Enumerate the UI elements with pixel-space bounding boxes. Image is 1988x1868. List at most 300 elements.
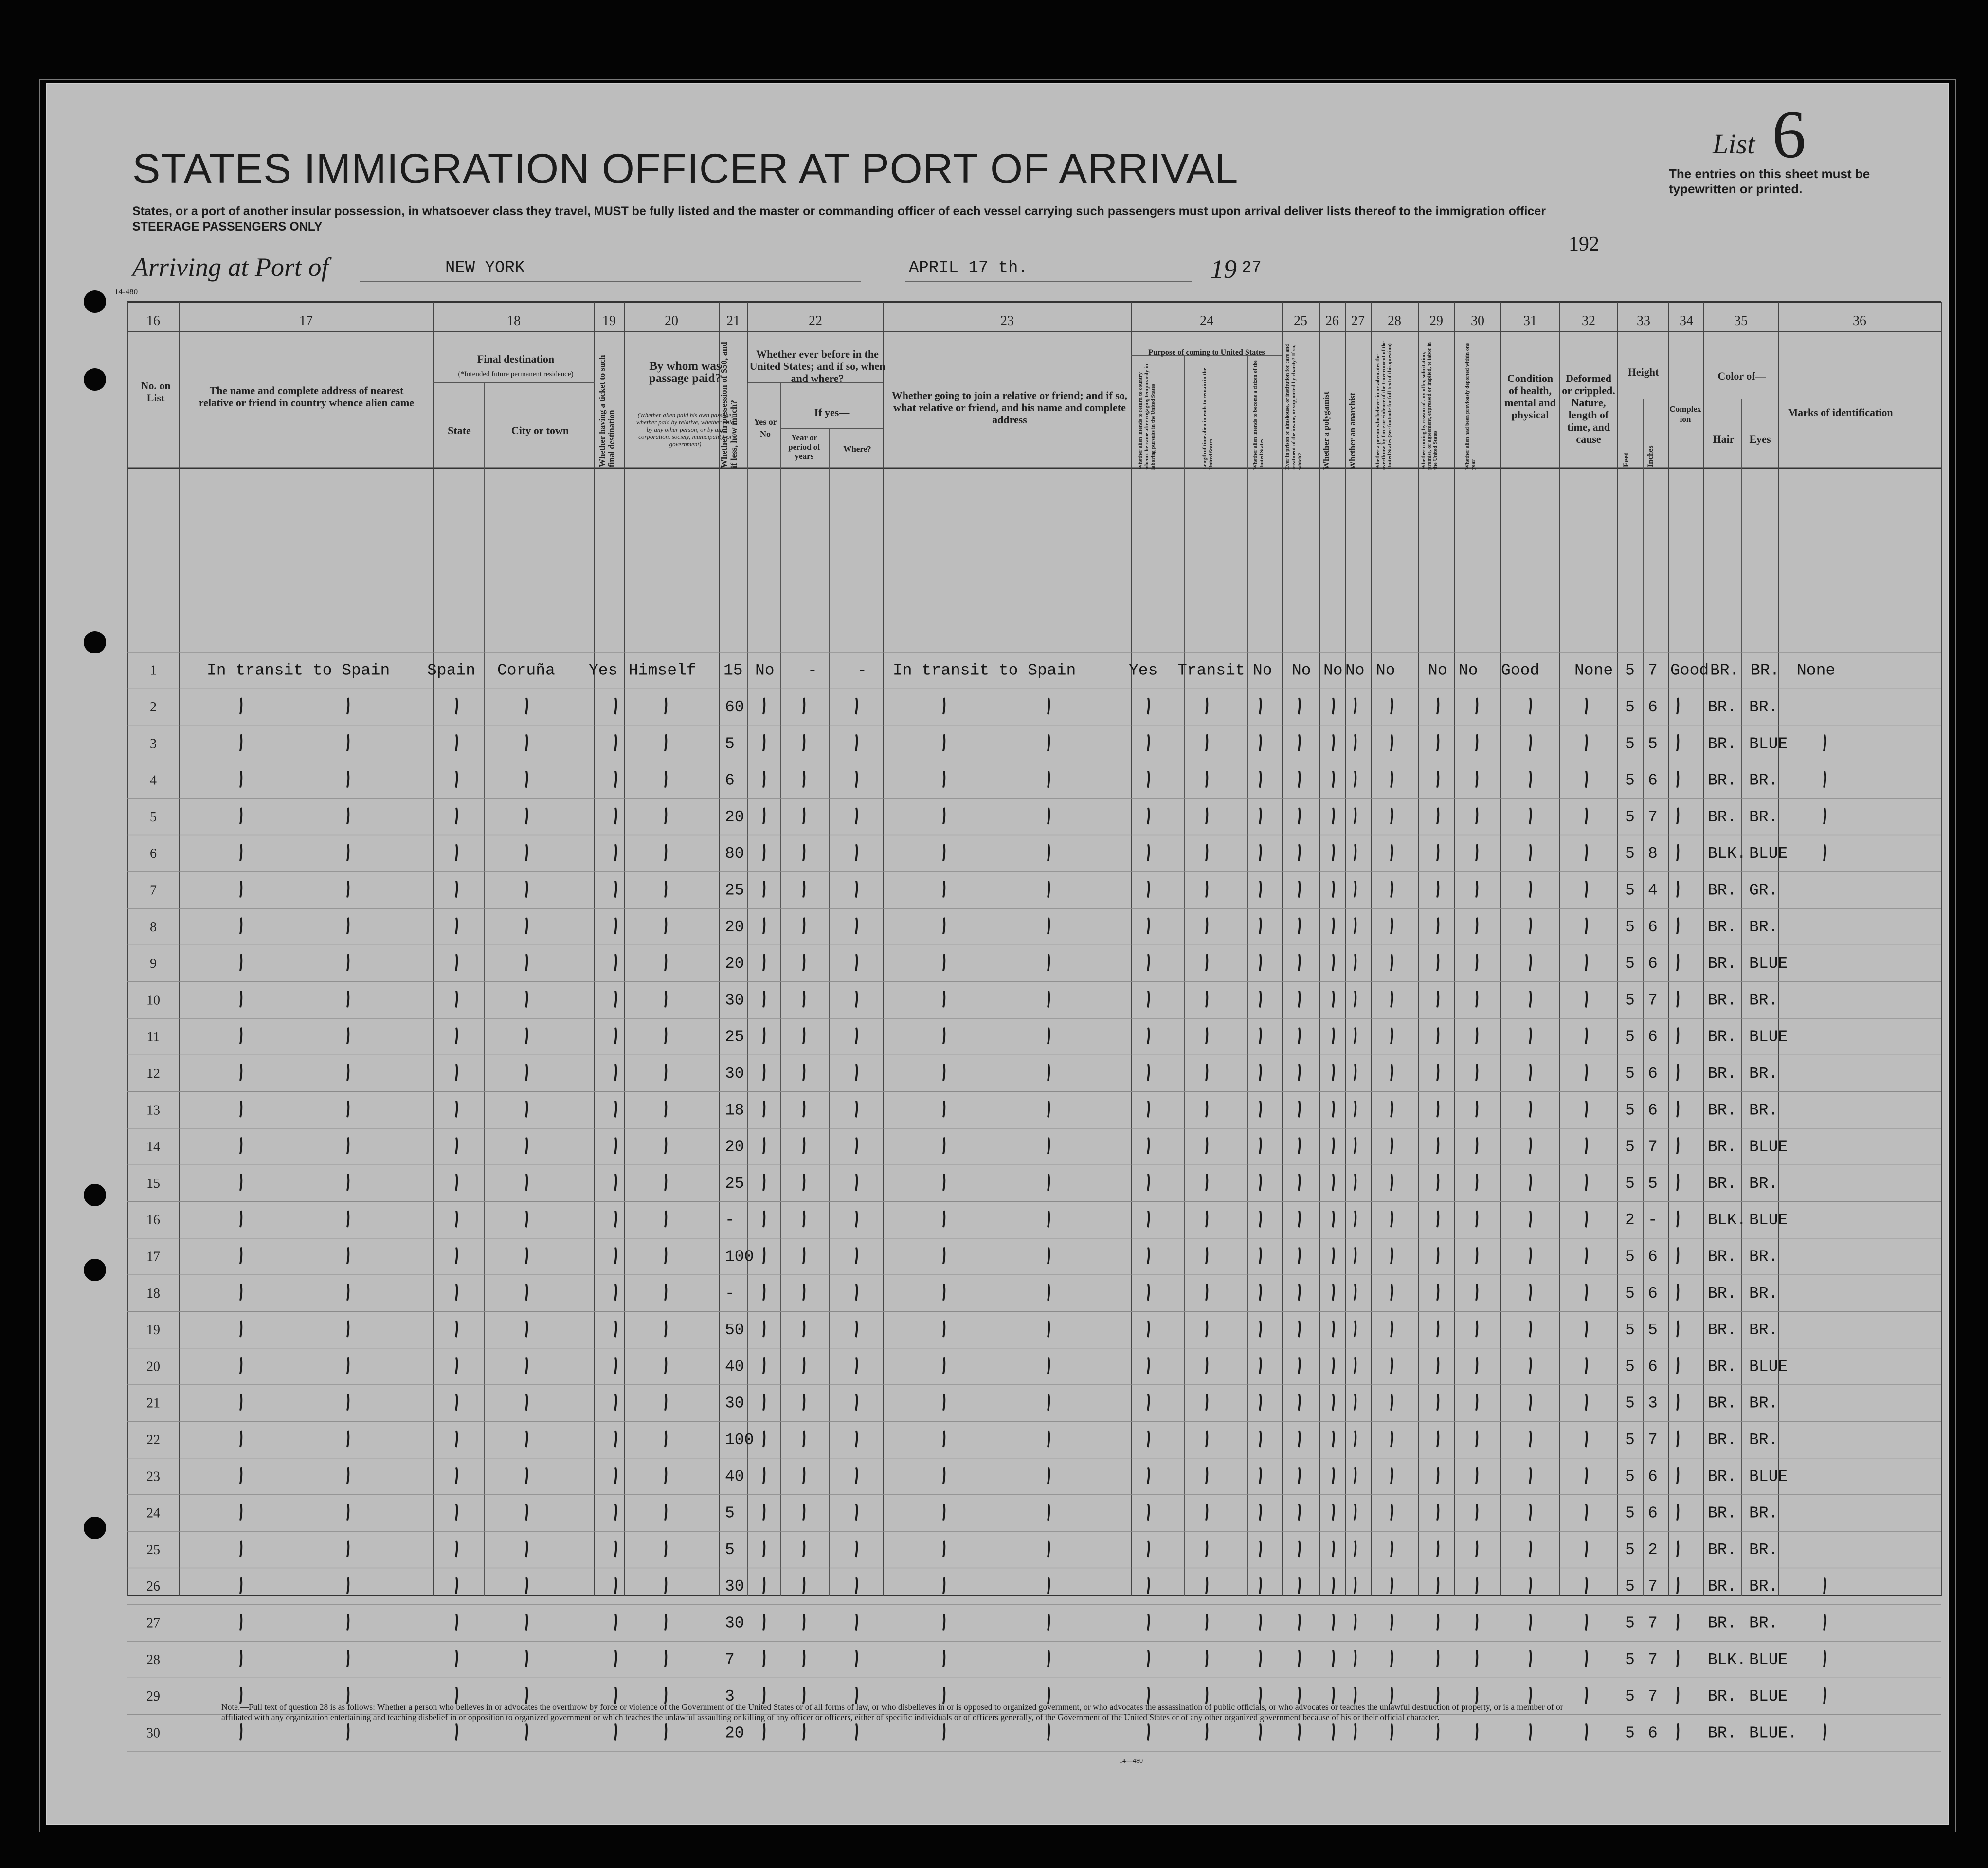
ditto-mark: [665, 1431, 666, 1447]
ditto-mark: [526, 844, 527, 861]
ditto-mark: [615, 1504, 616, 1521]
ditto-mark: [1148, 1284, 1149, 1301]
row-number: 8: [150, 919, 157, 935]
cell-feet: 5: [1625, 1650, 1635, 1669]
ditto-mark: [347, 1357, 348, 1374]
cell-feet: 5: [1625, 991, 1635, 1010]
ditto-mark: [1299, 771, 1300, 788]
cell-feet: 5: [1625, 1724, 1635, 1742]
ditto-mark: [1677, 1541, 1678, 1557]
ditto-mark: [943, 1431, 944, 1447]
cell-money: 30: [725, 991, 744, 1010]
ditto-mark: [1437, 918, 1438, 934]
ditto-mark: [1530, 771, 1531, 788]
ditto-mark: [1333, 1431, 1334, 1447]
ditto-mark: [1530, 808, 1531, 824]
cell-feet: 5: [1625, 1541, 1635, 1559]
year-suffix: 27: [1242, 259, 1262, 277]
ditto-mark: [1677, 881, 1678, 897]
ditto-mark: [1260, 1357, 1261, 1374]
ditto-mark: [1677, 1028, 1678, 1044]
ditto-mark: [1586, 1614, 1587, 1630]
ditto-mark: [1391, 1321, 1392, 1337]
ditto-mark: [1437, 1028, 1438, 1044]
ditto-mark: [1677, 1723, 1678, 1740]
cell-feet: 5: [1625, 808, 1635, 826]
ditto-mark: [763, 1723, 764, 1740]
ditto-mark: [1476, 954, 1477, 971]
ditto-mark: [665, 1211, 666, 1227]
cell-feet: 5: [1625, 1248, 1635, 1266]
header-if-yes: If yes—: [814, 406, 850, 418]
ditto-mark: [1333, 881, 1334, 897]
ditto-mark: [856, 991, 857, 1007]
ditto-mark: [1586, 1211, 1587, 1227]
ditto-mark: [1299, 808, 1300, 824]
ditto-mark: [1299, 1138, 1300, 1154]
cell-feet: 5: [1625, 1687, 1635, 1706]
ditto-mark: [856, 954, 857, 971]
ditto-mark: [1530, 1687, 1531, 1704]
ditto-mark: [1437, 1211, 1438, 1227]
ditto-mark: [526, 954, 527, 971]
ditto-mark: [1206, 1650, 1207, 1667]
header-marks: Marks of identification: [1788, 406, 1893, 418]
ditto-mark: [240, 734, 241, 751]
ditto-mark: [615, 1577, 616, 1594]
ditto-mark: [665, 1614, 666, 1630]
ditto-mark: [803, 881, 804, 897]
ditto-mark: [943, 1211, 944, 1227]
header-hair: Hair: [1713, 433, 1735, 445]
ditto-mark: [1824, 734, 1825, 751]
ditto-mark: [526, 1431, 527, 1447]
ditto-mark: [1391, 1101, 1392, 1117]
ditto-mark: [1206, 771, 1207, 788]
ditto-mark: [1677, 954, 1678, 971]
cell-hair: BR.: [1708, 881, 1737, 900]
cell-eyes: BR.: [1749, 1578, 1778, 1596]
ditto-mark: [856, 1504, 857, 1521]
cell-inches: 6: [1648, 1358, 1658, 1376]
ditto-mark: [1530, 1431, 1531, 1447]
ditto-mark: [1048, 734, 1049, 751]
ditto-mark: [1677, 1101, 1678, 1117]
ditto-mark: [943, 844, 944, 861]
ditto-mark: [1048, 1138, 1049, 1154]
ditto-mark: [526, 1211, 527, 1227]
row-number: 21: [146, 1396, 160, 1411]
ditto-mark: [1476, 808, 1477, 824]
ditto-mark: [456, 1650, 457, 1667]
ditto-mark: [526, 1321, 527, 1337]
row-number: 10: [146, 993, 160, 1008]
ditto-mark: [240, 1064, 241, 1081]
ditto-mark: [1260, 954, 1261, 971]
ditto-mark: [615, 1467, 616, 1484]
ditto-mark: [1260, 734, 1261, 751]
cell-hair: BR.: [1708, 1468, 1737, 1486]
ditto-mark: [856, 1357, 857, 1374]
row-number: 7: [150, 883, 157, 898]
cell-inches: 7: [1648, 1578, 1658, 1596]
ditto-mark: [1333, 1650, 1334, 1667]
ditto-mark: [526, 991, 527, 1007]
ditto-mark: [1048, 1174, 1049, 1191]
ditto-mark: [526, 1614, 527, 1630]
cell-eyes: BR.: [1749, 808, 1778, 826]
cell-hair: BR.: [1708, 771, 1737, 790]
cell-money: 5: [725, 1504, 735, 1523]
ditto-mark: [526, 1541, 527, 1557]
ditto-mark: [1530, 1284, 1531, 1301]
ditto-mark: [1437, 991, 1438, 1007]
ditto-mark: [240, 1394, 241, 1411]
ditto-mark: [347, 991, 348, 1007]
ditto-mark: [347, 1541, 348, 1557]
ditto-mark: [943, 698, 944, 714]
row-number: 23: [146, 1469, 160, 1485]
cell-eyes: BLUE: [1749, 735, 1788, 753]
ditto-mark: [240, 1467, 241, 1484]
ditto-mark: [665, 1284, 666, 1301]
ditto-mark: [1476, 1577, 1477, 1594]
ditto-mark: [1206, 1064, 1207, 1081]
ditto-mark: [1206, 1101, 1207, 1117]
cell-inches: 6: [1648, 698, 1658, 716]
cell-citizen: No: [1253, 661, 1272, 680]
ditto-mark: [347, 1247, 348, 1264]
ditto-mark: [1530, 1247, 1531, 1264]
cell-eyes: BR.: [1749, 1064, 1778, 1083]
ditto-mark: [1148, 918, 1149, 934]
cell-inches: 7: [1648, 1138, 1658, 1156]
ditto-mark: [1586, 1394, 1587, 1411]
cell-inches: 6: [1648, 1028, 1658, 1046]
cell-money: 18: [725, 1101, 744, 1120]
ditto-mark: [456, 808, 457, 824]
ditto-mark: [1391, 734, 1392, 751]
ditto-mark: [1586, 1504, 1587, 1521]
ditto-mark: [615, 1431, 616, 1447]
ditto-mark: [1437, 1321, 1438, 1337]
ditto-mark: [1048, 1687, 1049, 1704]
ditto-mark: [943, 1687, 944, 1704]
cell-money: 30: [725, 1614, 744, 1632]
ditto-mark: [347, 1138, 348, 1154]
ditto-mark: [1333, 1504, 1334, 1521]
ditto-mark: [763, 1614, 764, 1630]
ditto-mark: [943, 918, 944, 934]
ditto-mark: [803, 1064, 804, 1081]
year-prefix: 19: [1211, 254, 1237, 284]
ditto-mark: [615, 1101, 616, 1117]
ditto-mark: [526, 1284, 527, 1301]
ditto-mark: [1206, 1541, 1207, 1557]
ditto-mark: [665, 918, 666, 934]
ditto-mark: [615, 1357, 616, 1374]
header-passage-paid: By whom was passage paid?: [649, 360, 721, 385]
ditto-mark: [1148, 808, 1149, 824]
ditto-mark: [1530, 1028, 1531, 1044]
cell-hair: BR.: [1708, 1724, 1737, 1742]
row-number: 1: [150, 663, 157, 678]
ditto-mark: [1206, 1284, 1207, 1301]
ditto-mark: [1677, 1614, 1678, 1630]
ditto-mark: [1677, 1064, 1678, 1081]
ditto-mark: [526, 1138, 527, 1154]
cell-feet: 5: [1625, 1468, 1635, 1486]
cell-hair: BLK.: [1708, 1211, 1747, 1230]
column-number: 32: [1582, 313, 1595, 328]
ditto-mark: [856, 734, 857, 751]
ditto-mark: [240, 1321, 241, 1337]
ditto-mark: [1333, 1723, 1334, 1740]
header-nearest-relative: The name and complete address of nearest relative or friend in country whence alien came: [199, 384, 415, 409]
cell-money: 50: [725, 1321, 744, 1340]
ditto-mark: [1476, 1321, 1477, 1337]
ditto-mark: [1530, 698, 1531, 714]
ditto-mark: [763, 954, 764, 971]
ditto-mark: [1391, 1614, 1392, 1630]
ditto-mark: [1391, 1357, 1392, 1374]
ditto-mark: [1333, 1614, 1334, 1630]
ditto-mark: [456, 1431, 457, 1447]
ditto-mark: [240, 1541, 241, 1557]
ditto-mark: [803, 1431, 804, 1447]
ditto-mark: [1206, 954, 1207, 971]
header-years: Year or period of years: [788, 433, 820, 461]
ditto-mark: [943, 1101, 944, 1117]
ditto-mark: [1391, 1211, 1392, 1227]
row-number: 18: [146, 1286, 160, 1301]
ditto-mark: [1333, 1247, 1334, 1264]
ditto-mark: [1586, 1247, 1587, 1264]
ditto-mark: [1333, 734, 1334, 751]
ditto-mark: [803, 1101, 804, 1117]
ditto-mark: [615, 771, 616, 788]
ditto-mark: [763, 698, 764, 714]
ditto-mark: [240, 844, 241, 861]
cell-hair: BLK.: [1708, 845, 1747, 863]
ditto-mark: [347, 1614, 348, 1630]
ditto-mark: [1677, 734, 1678, 751]
ditto-mark: [1048, 1650, 1049, 1667]
cell-money: 5: [725, 735, 735, 753]
cell-inches: 8: [1648, 845, 1658, 863]
ditto-mark: [1333, 698, 1334, 714]
ditto-mark: [1476, 1723, 1477, 1740]
cell-eyes: BR.: [1749, 1321, 1778, 1340]
cell-eyes: GR.: [1749, 881, 1778, 900]
ditto-mark: [615, 881, 616, 897]
ditto-mark: [347, 954, 348, 971]
typewritten-note: The entries on this sheet must be typewritten or printed.: [1669, 166, 1870, 196]
ditto-mark: [1391, 1174, 1392, 1191]
ditto-mark: [1586, 881, 1587, 897]
ditto-mark: [943, 1357, 944, 1374]
cell-eyes: BLUE: [1749, 1687, 1788, 1706]
ditto-mark: [1048, 1394, 1049, 1411]
ditto-mark: [856, 1467, 857, 1484]
header-complexion: Complexion: [1669, 404, 1701, 424]
ditto-mark: [1299, 1284, 1300, 1301]
ditto-mark: [1677, 844, 1678, 861]
ditto-mark: [1206, 1321, 1207, 1337]
ditto-mark: [856, 1394, 857, 1411]
header-health: Condition of health, mental and physical: [1504, 372, 1556, 421]
ditto-mark: [1530, 1577, 1531, 1594]
ditto-mark: [1260, 1174, 1261, 1191]
ditto-mark: [347, 1101, 348, 1117]
header-final-destination: Final destination: [477, 353, 555, 365]
ditto-mark: [1391, 698, 1392, 714]
ditto-mark: [763, 991, 764, 1007]
ditto-mark: [943, 991, 944, 1007]
ditto-mark: [763, 808, 764, 824]
column-number: 31: [1523, 313, 1537, 328]
ditto-mark: [240, 1614, 241, 1630]
ditto-mark: [456, 1467, 457, 1484]
ditto-mark: [347, 1174, 348, 1191]
ditto-mark: [526, 918, 527, 934]
cell-money: 100: [725, 1248, 754, 1266]
cell-feet: 5: [1625, 1504, 1635, 1523]
ditto-mark: [1333, 1394, 1334, 1411]
cell-feet: 5: [1625, 698, 1635, 716]
ditto-mark: [1586, 771, 1587, 788]
ditto-mark: [1260, 1394, 1261, 1411]
ditto-mark: [526, 808, 527, 824]
ditto-mark: [1148, 1064, 1149, 1081]
ditto-mark: [763, 1394, 764, 1411]
cell-money: 25: [725, 881, 744, 900]
ditto-mark: [347, 881, 348, 897]
ditto-mark: [347, 808, 348, 824]
ditto-mark: [1260, 1577, 1261, 1594]
cell-feet: 5: [1625, 1284, 1635, 1303]
ditto-mark: [526, 1247, 527, 1264]
ditto-mark: [526, 1101, 527, 1117]
ditto-mark: [1437, 1174, 1438, 1191]
ditto-mark: [803, 1321, 804, 1337]
ditto-mark: [1530, 881, 1531, 897]
ditto-mark: [456, 1284, 457, 1301]
cell-eyes: BLUE: [1749, 1138, 1788, 1156]
list-label: List: [1713, 128, 1755, 160]
cell-hair: BR.: [1708, 1321, 1737, 1340]
ditto-mark: [1437, 1541, 1438, 1557]
ditto-mark: [1476, 1541, 1477, 1557]
ditto-mark: [240, 1028, 241, 1044]
ditto-mark: [1299, 1431, 1300, 1447]
ditto-mark: [240, 1650, 241, 1667]
ditto-mark: [1586, 1321, 1587, 1337]
ditto-mark: [1391, 1650, 1392, 1667]
ditto-mark: [1677, 1357, 1678, 1374]
ditto-mark: [665, 1247, 666, 1264]
ditto-mark: [1260, 1650, 1261, 1667]
ditto-mark: [1391, 991, 1392, 1007]
ditto-mark: [1677, 1504, 1678, 1521]
cell-inches: 7: [1648, 1431, 1658, 1449]
ditto-mark: [1206, 1138, 1207, 1154]
ditto-mark: [347, 1431, 348, 1447]
cell-eyes: BR.: [1749, 771, 1778, 790]
ditto-mark: [1148, 1650, 1149, 1667]
ditto-mark: [1333, 1174, 1334, 1191]
ditto-mark: [526, 1467, 527, 1484]
column-number: 30: [1471, 313, 1484, 328]
ditto-mark: [615, 1614, 616, 1630]
column-number: 16: [146, 313, 160, 328]
ditto-mark: [1048, 1101, 1049, 1117]
ditto-mark: [1586, 1541, 1587, 1557]
cell-paid-by: Himself: [629, 661, 696, 680]
ditto-mark: [615, 1138, 616, 1154]
ditto-mark: [1260, 1101, 1261, 1117]
ditto-mark: [1299, 1687, 1300, 1704]
ditto-mark: [1206, 1247, 1207, 1264]
ditto-mark: [526, 1650, 527, 1667]
ditto-mark: [803, 1577, 804, 1594]
ditto-mark: [1677, 698, 1678, 714]
ditto-mark: [1206, 1467, 1207, 1484]
cell-marks: None: [1797, 661, 1836, 680]
header-purpose-a: Whether alien intends to return to country whence he came after engaging temporarily in laboring pursuits in the United States: [1138, 364, 1156, 470]
cell-eyes: BR.: [1751, 661, 1780, 680]
ditto-mark: [456, 1687, 457, 1704]
cell-money: 15: [723, 661, 743, 680]
cell-deformed: None: [1574, 661, 1613, 680]
ditto-mark: [1260, 1723, 1261, 1740]
ditto-mark: [1299, 1064, 1300, 1081]
ditto-mark: [1148, 1247, 1149, 1264]
ditto-mark: [456, 1174, 457, 1191]
date-value: APRIL 17 th.: [909, 259, 1028, 277]
ditto-mark: [347, 1064, 348, 1081]
cell-eyes: BLUE: [1749, 955, 1788, 973]
cell-inches: 7: [1648, 661, 1658, 680]
ditto-mark: [665, 734, 666, 751]
cell-hair: BR.: [1708, 1174, 1737, 1193]
cell-inches: 6: [1648, 1284, 1658, 1303]
ditto-mark: [615, 1064, 616, 1081]
ditto-mark: [1260, 1431, 1261, 1447]
ditto-mark: [1048, 1064, 1049, 1081]
ditto-mark: [1391, 808, 1392, 824]
ditto-mark: [1476, 1064, 1477, 1081]
ditto-mark: [1391, 844, 1392, 861]
ditto-mark: [347, 1723, 348, 1740]
ditto-mark: [763, 1650, 764, 1667]
ditto-mark: [1333, 1467, 1334, 1484]
ditto-mark: [1476, 1101, 1477, 1117]
ditto-mark: [1206, 734, 1207, 751]
ditto-mark: [856, 698, 857, 714]
ditto-mark: [763, 881, 764, 897]
ditto-mark: [1299, 1614, 1300, 1630]
ditto-mark: [665, 1064, 666, 1081]
header-final-destination-note: (*Intended future permanent residence): [458, 370, 574, 378]
cell-inches: 6: [1648, 771, 1658, 790]
form-code: 14-480: [114, 287, 138, 296]
ditto-mark: [1391, 1687, 1392, 1704]
ditto-mark: [456, 1394, 457, 1411]
ditto-mark: [665, 698, 666, 714]
number-192: 192: [1569, 233, 1599, 255]
cell-city: Coruña: [497, 661, 555, 680]
